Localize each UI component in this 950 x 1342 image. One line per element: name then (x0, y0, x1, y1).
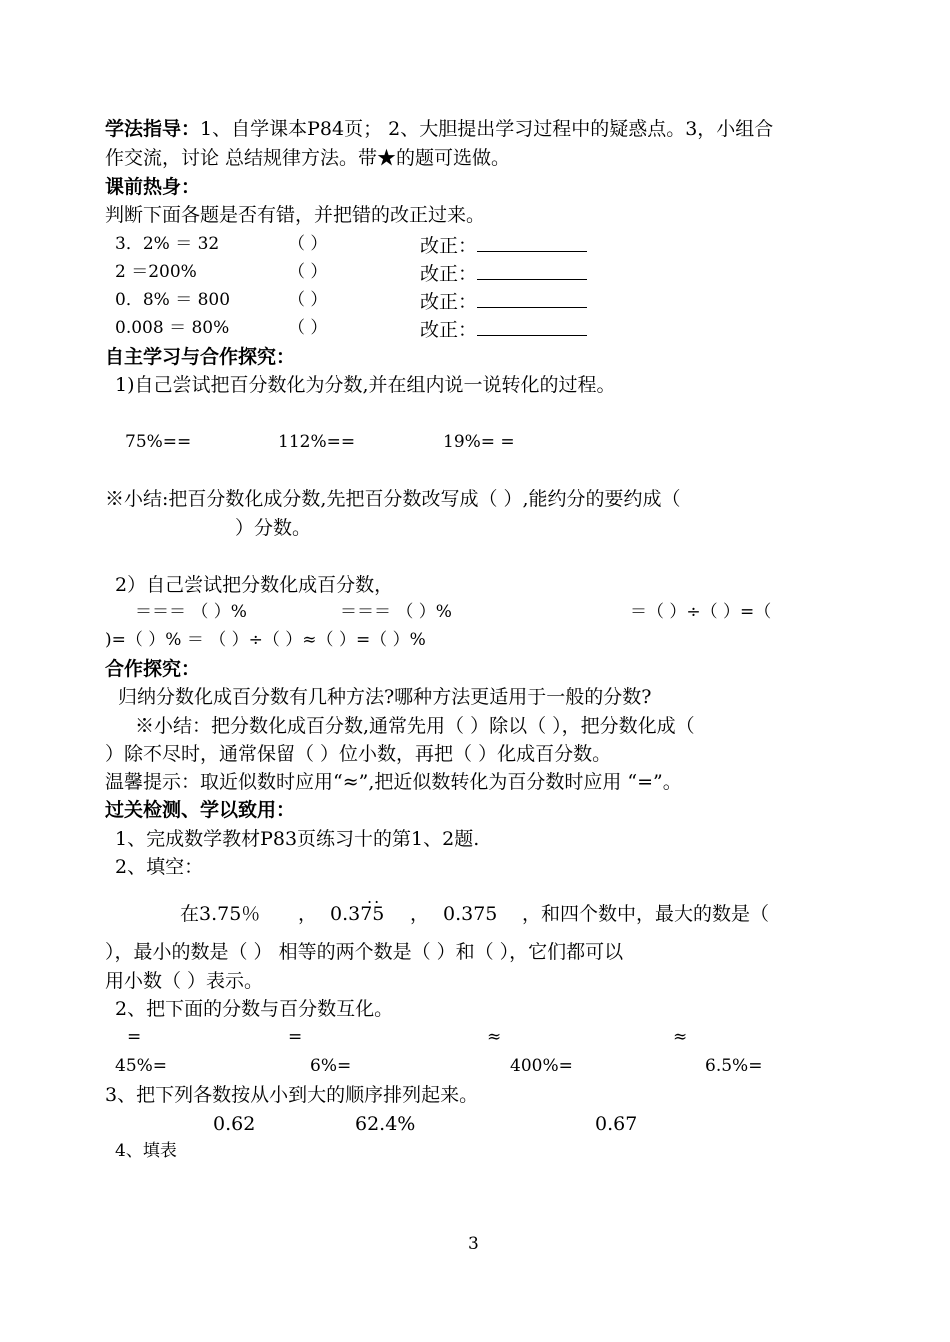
summary-1-line-1: ※小结:把百分数化成分数,先把百分数改写成（ ）,能约分的要约成（ (105, 488, 681, 510)
warmup-fix-4 (420, 319, 587, 340)
conv-item-3: 400%= (510, 1056, 573, 1076)
warmup-fix-label-2: 改正： (420, 263, 478, 285)
self-study-eq-2: 112%== (278, 432, 356, 452)
coop-title: 合作探究： (105, 658, 201, 680)
warmup-paren-2: （ ） (288, 262, 328, 282)
repeating-decimal-dots: .. (367, 888, 382, 907)
warmup-fix-blank-2[interactable] (477, 263, 587, 280)
fill-line-2: ），最小的数是（ ） 相等的两个数是（ ）和（ ），它们都可以 (105, 941, 624, 963)
test-item-1: 1、完成数学教材P83页练习十的第1、2题. (115, 828, 480, 850)
order-num-1: 0.62 (213, 1113, 256, 1135)
coop-summary-line-1: ※小结：把分数化成百分数,通常先用（ ）除以（ ），把分数化成（ (135, 715, 695, 737)
test-item-2: 2、填空： (115, 856, 204, 878)
warmup-expr-2: 2 ＝200% (115, 262, 197, 282)
test-item-5: 4、填表 (115, 1141, 177, 1161)
conv-sign-1: = (127, 1027, 142, 1047)
test-title: 过关检测、学以致用： (105, 799, 296, 821)
coop-tip: 温馨提示：取近似数时应用“≈”,把近似数转化为百分数时应用 “=”。 (105, 771, 682, 793)
warmup-paren-1: （ ） (288, 234, 328, 254)
guide-text-1: 1、自学课本P84页； 2、大胆提出学习过程中的疑惑点。3，小组合 (200, 118, 774, 140)
self-study-title: 自主学习与合作探究： (105, 346, 296, 368)
fill-item-f: ，和四个数中，最大的数是（ (522, 903, 770, 925)
warmup-fix-2 (420, 263, 587, 284)
warmup-paren-4: （ ） (288, 318, 328, 338)
guide-line-1 (105, 120, 773, 139)
self-study-q1: 1)自己尝试把百分数化为分数,并在组内说一说转化的过程。 (115, 374, 616, 396)
warmup-fix-label-3: 改正： (420, 291, 478, 313)
page-number: 3 (468, 1234, 479, 1254)
warmup-expr-3: 0．8% ＝ 800 (115, 290, 231, 310)
warmup-paren-3: （ ） (288, 290, 328, 310)
fill-item-d: ， (410, 903, 430, 925)
warmup-fix-blank-4[interactable] (477, 319, 587, 336)
q2-expr-2: ＝＝＝ （ ）% (340, 602, 452, 622)
conv-item-1: 45%= (115, 1056, 168, 1076)
coop-summary-line-2: ）除不尽时，通常保留（ ）位小数，再把（ ）化成百分数。 (105, 743, 612, 765)
fill-item-e: 0.375 (443, 903, 498, 925)
fill-item-b: ， (298, 903, 318, 925)
warmup-title: 课前热身： (105, 176, 201, 198)
guide-label: 学法指导： (105, 118, 201, 140)
order-num-2: 62.4% (355, 1113, 416, 1135)
warmup-expr-1: 3．2% ＝ 32 (115, 234, 220, 254)
conv-sign-4: ≈ (673, 1027, 688, 1047)
warmup-fix-label-4: 改正： (420, 319, 478, 341)
self-study-q2: 2）自己尝试把分数化成百分数， (115, 574, 394, 596)
coop-question: 归纳分数化成百分数有几种方法?哪种方法更适用于一般的分数? (118, 686, 652, 708)
warmup-fix-1 (420, 235, 587, 256)
summary-1-line-2: ）分数。 (235, 517, 312, 539)
test-item-3: 2、把下面的分数与百分数互化。 (115, 998, 394, 1020)
warmup-fix-blank-3[interactable] (477, 291, 587, 308)
self-study-eq-3: 19%= = (443, 432, 515, 452)
conv-item-4: 6.5%= (705, 1056, 763, 1076)
order-num-3: 0.67 (595, 1113, 638, 1135)
q2-expr-4: )=（ ）% ＝ （ ）÷（ ）≈（ ）=（ ）% (105, 630, 426, 650)
warmup-fix-blank-1[interactable] (477, 235, 587, 252)
fill-line-3: 用小数（ ）表示。 (105, 970, 264, 992)
warmup-fix-label-1: 改正： (420, 235, 478, 257)
warmup-fix-3 (420, 291, 587, 312)
conv-sign-2: = (288, 1027, 303, 1047)
q2-expr-3: ＝（ ）÷（ ）=（ (630, 602, 772, 622)
conv-sign-3: ≈ (487, 1027, 502, 1047)
test-item-4: 3、把下列各数按从小到大的顺序排列起来。 (105, 1084, 479, 1106)
guide-line-2: 作交流，讨论 总结规律方法。带★的题可选做。 (105, 147, 511, 169)
fill-item-a: 在3.75％ (180, 903, 261, 925)
self-study-eq-1: 75%== (125, 432, 192, 452)
warmup-instruction: 判断下面各题是否有错，并把错的改正过来。 (105, 204, 486, 226)
q2-expr-1: ＝＝＝ （ ）% (135, 602, 247, 622)
fill-item-c: 0.375 (330, 903, 385, 925)
conv-item-2: 6%= (310, 1056, 352, 1076)
warmup-expr-4: 0.008 ＝ 80% (115, 318, 230, 338)
